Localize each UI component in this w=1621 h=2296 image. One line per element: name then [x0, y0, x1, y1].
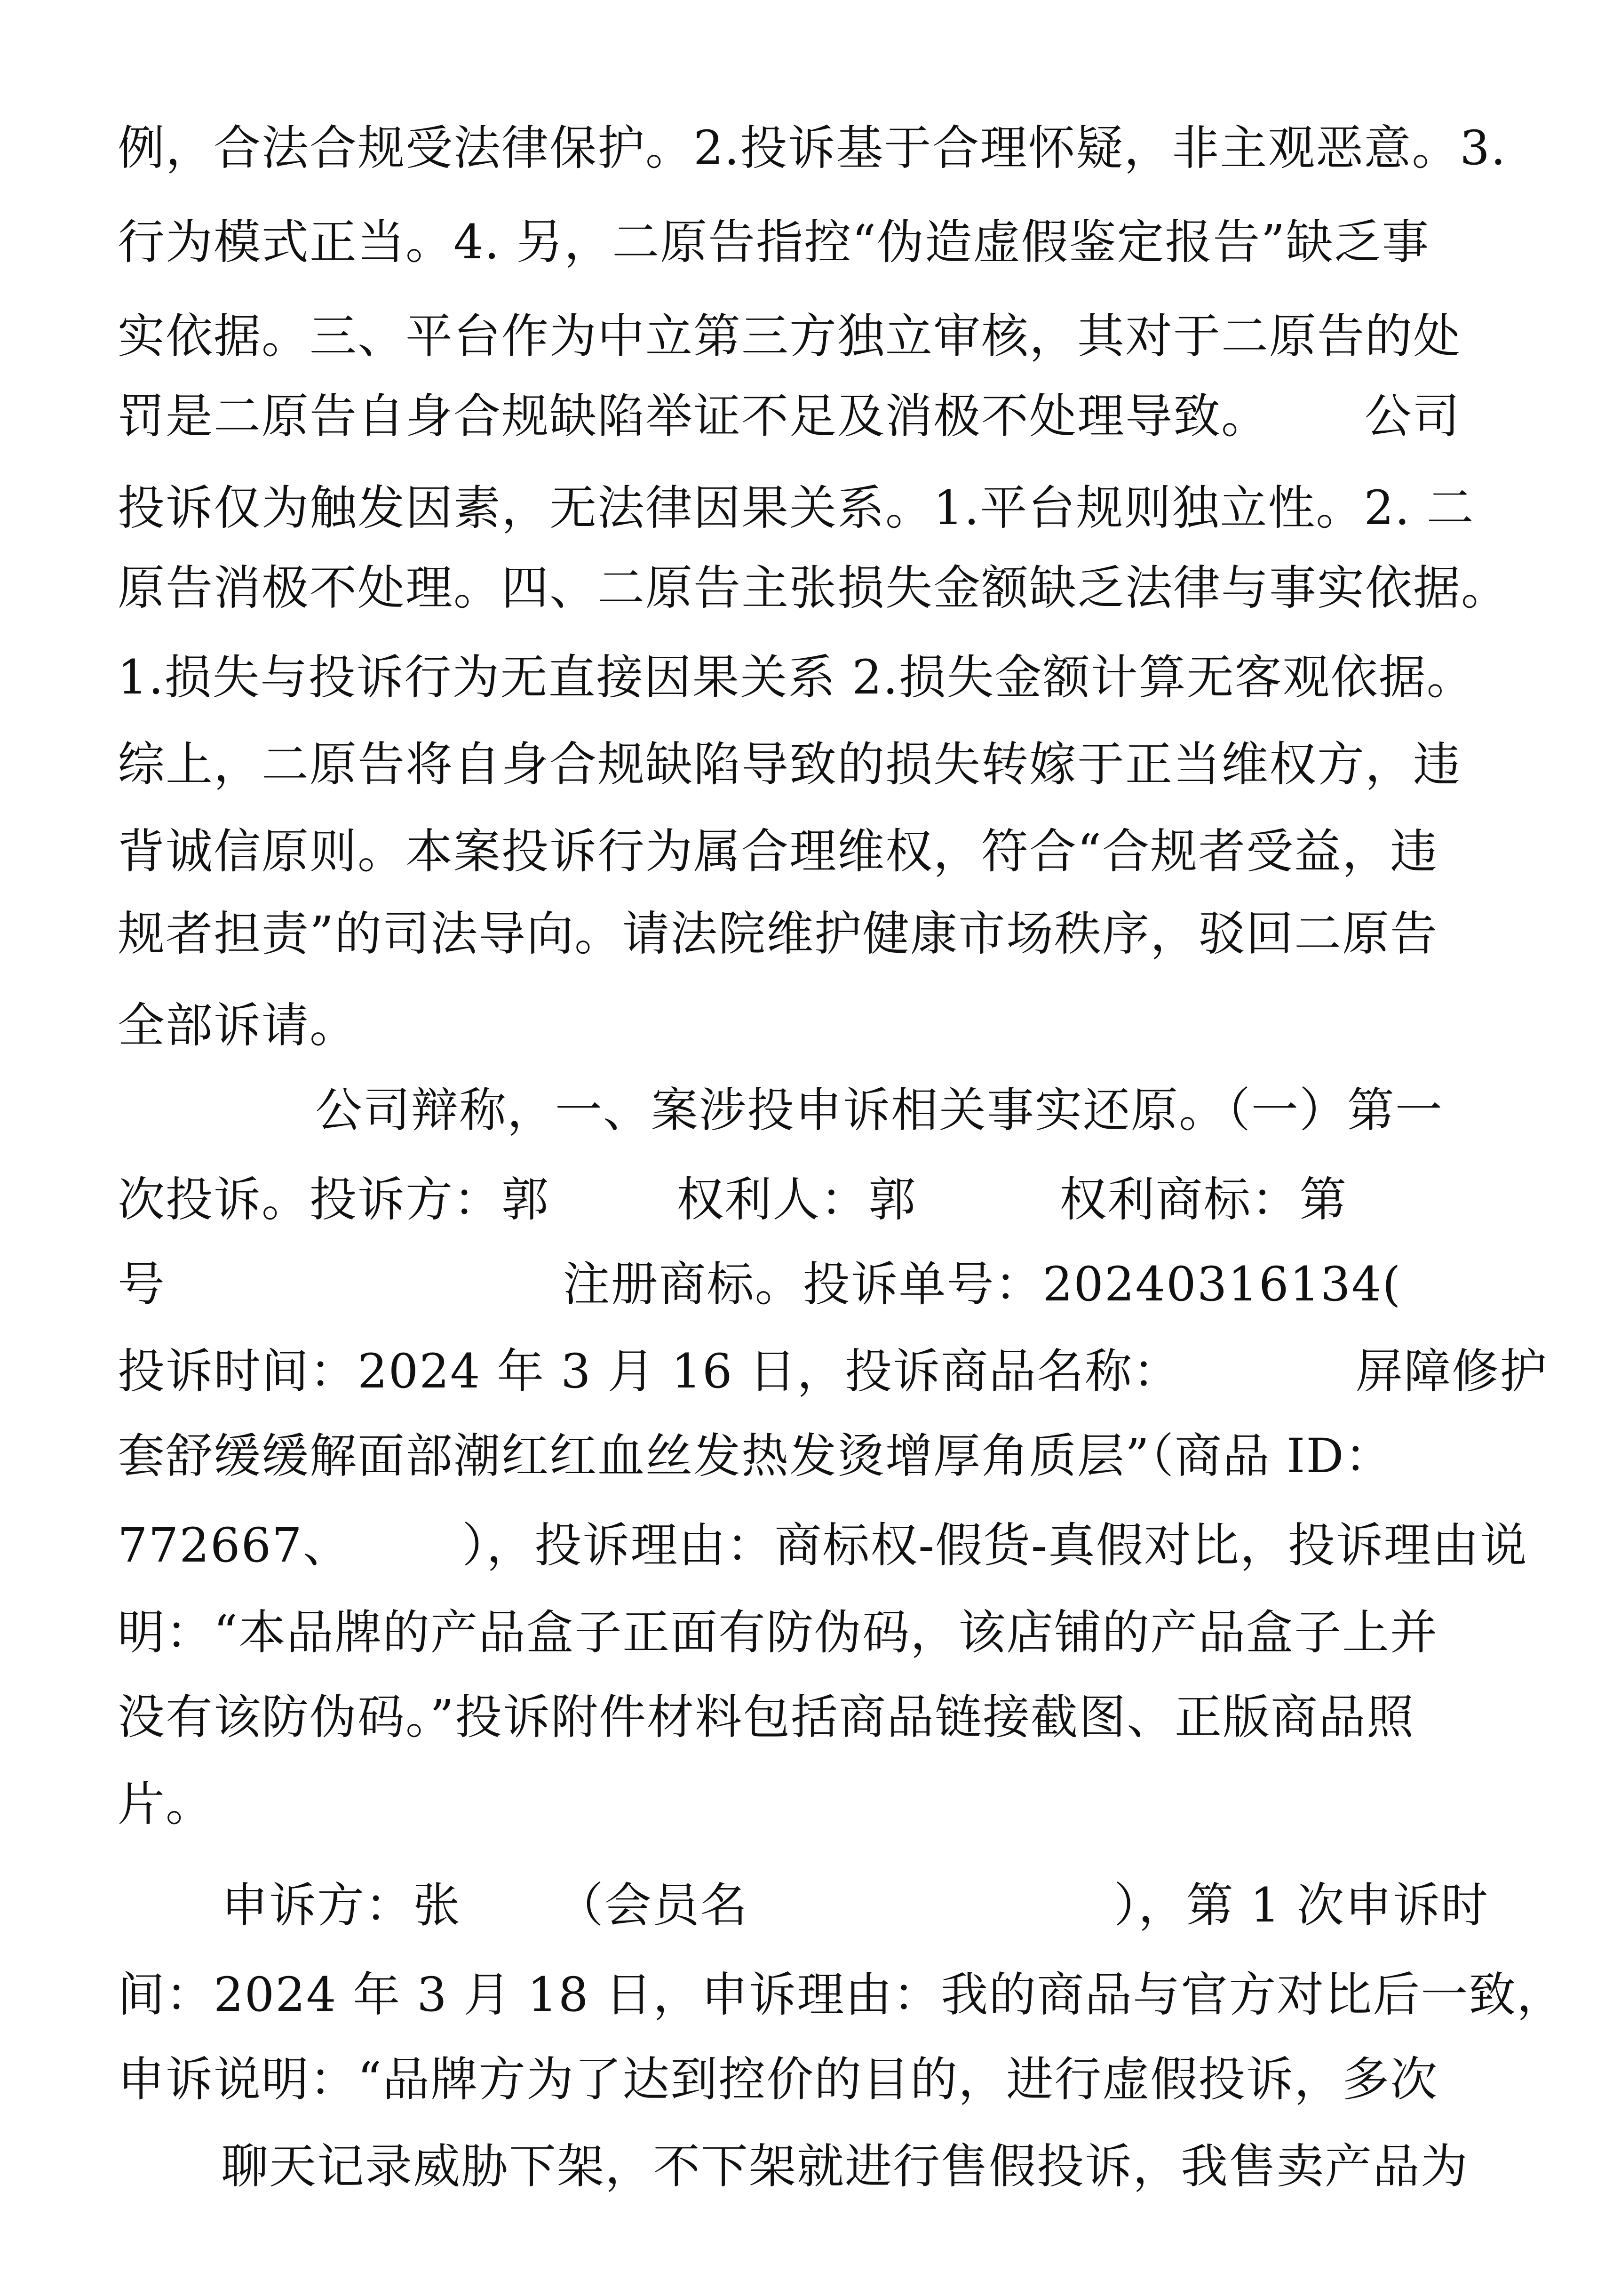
- text-line-19: 没有该防伪码。”投诉附件材料包括商品链接截图、正版商品照: [118, 1690, 1415, 1745]
- text-line-3: 实依据。三、平台作为中立第三方独立审核，其对于二原告的处: [118, 309, 1461, 364]
- text-line-2: 行为模式正当。4. 另，二原告指控“伪造虚假鉴定报告”缺乏事: [118, 215, 1430, 270]
- text-line-7: 1.损失与投诉行为无直接因果关系 2.损失金额计算无客观依据。: [118, 650, 1475, 705]
- text-line-6: 原告消极不处理。四、二原告主张损失金额缺乏法律与事实依据。: [118, 560, 1509, 615]
- text-line-4: 罚是二原告自身合规缺陷举证不足及消极不处理导致。 公司: [118, 389, 1461, 444]
- text-line-23: 申诉说明：“品牌方为了达到控价的目的，进行虚假投诉，多次: [118, 2052, 1438, 2107]
- text-line-12: 公司辩称，一、案涉投申诉相关事实还原。（一）第一: [315, 1083, 1443, 1138]
- text-line-17: 772667、 ），投诉理由：商标权-假货-真假对比，投诉理由说: [118, 1518, 1528, 1573]
- text-line-11: 全部诉请。: [118, 998, 358, 1053]
- text-line-10: 规者担责”的司法导向。请法院维护健康市场秩序，驳回二原告: [118, 906, 1438, 961]
- text-line-5: 投诉仅为触发因素，无法律因果关系。1.平台规则独立性。2. 二: [118, 480, 1475, 535]
- text-line-16: 套舒缓缓解面部潮红红血丝发热发烫增厚角质层”（商品 ID：: [118, 1428, 1393, 1483]
- text-line-21: 申诉方：张 （会员名 ），第 1 次申诉时: [221, 1878, 1489, 1933]
- text-line-8: 综上，二原告将自身合规缺陷导致的损失转嫁于正当维权方，违: [118, 737, 1461, 792]
- text-line-20: 片。: [118, 1777, 214, 1832]
- text-line-9: 背诚信原则。本案投诉行为属合理维权，符合“合规者受益，违: [118, 824, 1438, 879]
- text-line-1: 例，合法合规受法律保护。2.投诉基于合理怀疑，非主观恶意。3.: [118, 120, 1507, 175]
- text-line-22: 间：2024 年 3 月 18 日，申诉理由：我的商品与官方对比后一致，: [118, 1967, 1565, 2022]
- text-line-15: 投诉时间：2024 年 3 月 16 日，投诉商品名称： 屏障修护: [118, 1344, 1548, 1399]
- text-line-13: 次投诉。投诉方：郭 权利人：郭 权利商标：第: [118, 1172, 1348, 1227]
- text-line-24: 聊天记录威胁下架，不下架就进行售假投诉，我售卖产品为: [221, 2139, 1469, 2194]
- text-line-18: 明：“本品牌的产品盒子正面有防伪码，该店铺的产品盒子上并: [118, 1605, 1438, 1660]
- text-line-14: 号 注册商标。投诉单号：20240316134(: [118, 1257, 1402, 1312]
